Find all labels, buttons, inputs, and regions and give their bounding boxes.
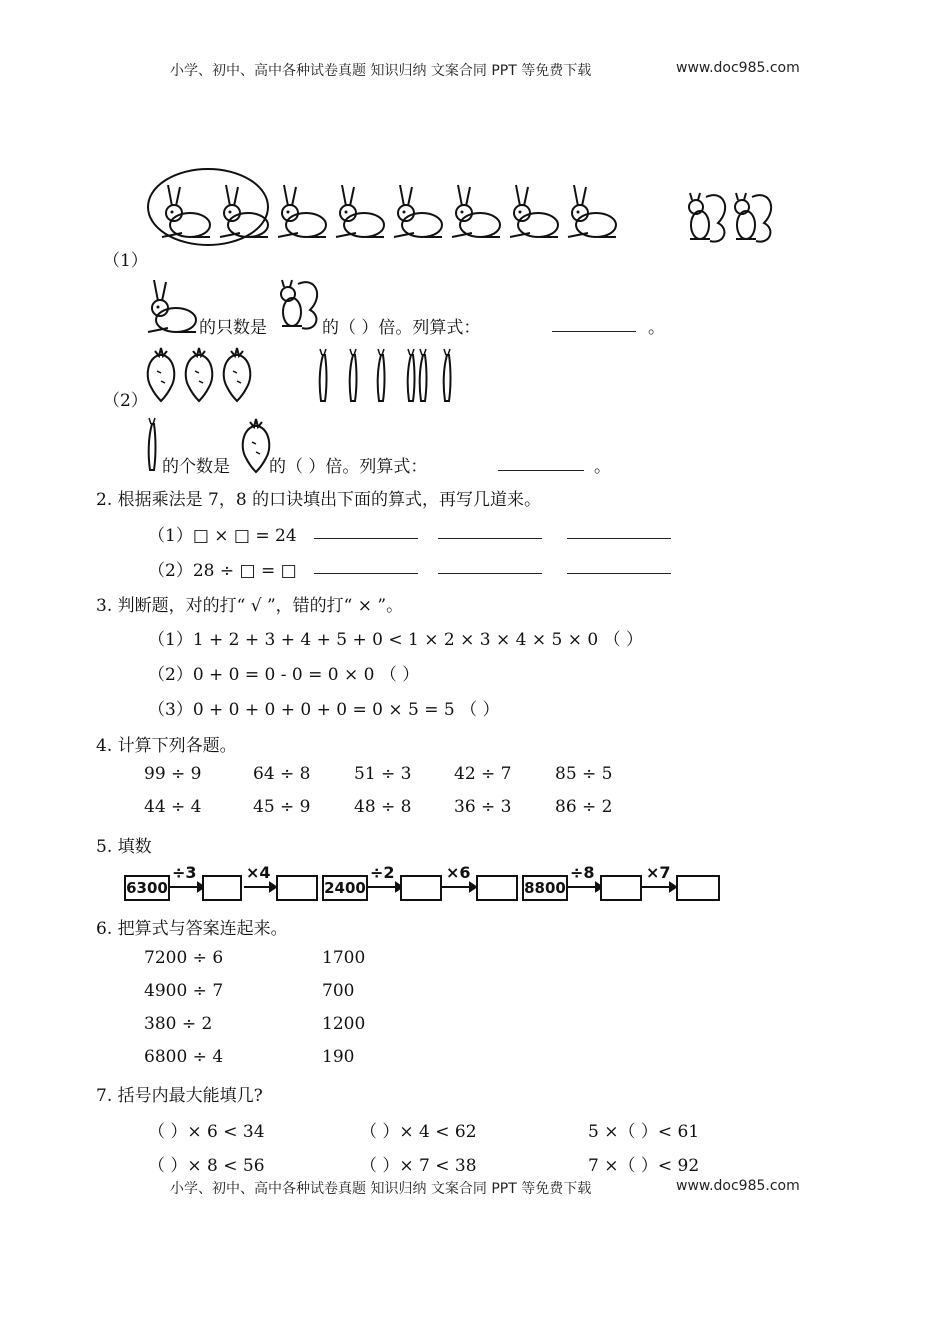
- q7-item: （ ）× 7 < 38: [360, 1156, 477, 1176]
- q2-row1-blank-3[interactable]: [567, 538, 671, 539]
- q2-row2-blank-2[interactable]: [438, 573, 542, 574]
- q1-part1-text-a: 的只数是: [199, 318, 267, 338]
- q7-item: （ ）× 4 < 62: [360, 1122, 477, 1142]
- q1-part1-text-b: 的（ ）倍。列算式：: [322, 318, 481, 338]
- q4-expr: 48 ÷ 8: [354, 797, 412, 817]
- q4-expr: 44 ÷ 4: [144, 797, 202, 817]
- radish-icon: [240, 418, 272, 474]
- q6-answer[interactable]: 1700: [322, 948, 366, 968]
- q4-expr: 85 ÷ 5: [555, 764, 613, 784]
- q4-expr: 45 ÷ 9: [253, 797, 311, 817]
- q1-part2-text-b: 的（ ）倍。列算式：: [269, 457, 428, 477]
- footer-url: www.doc985.com: [676, 1178, 800, 1194]
- q1-part1-answer-line[interactable]: [552, 331, 636, 332]
- q2-row1-blank-2[interactable]: [438, 538, 542, 539]
- q1-part2-text-a: 的个数是: [162, 457, 230, 477]
- q2-row1: （1）□ × □ = 24: [148, 526, 297, 546]
- squirrel-icon: [276, 276, 326, 334]
- q2-row2-blank-3[interactable]: [567, 573, 671, 574]
- q6-answer[interactable]: 700: [322, 981, 355, 1001]
- q4-title: 4. 计算下列各题。: [96, 736, 237, 756]
- q5-answer-box[interactable]: [202, 875, 242, 901]
- rabbit-squirrel-illustration: [140, 165, 780, 255]
- carrot-icon: [146, 418, 160, 472]
- q5-start-number: 2400: [322, 875, 368, 901]
- q6-expression[interactable]: 380 ÷ 2: [144, 1014, 213, 1034]
- q1-part2-label: （2）: [103, 391, 148, 411]
- q7-item: （ ）× 8 < 56: [148, 1156, 265, 1176]
- q1-part1-end: 。: [648, 318, 665, 338]
- q4-expr: 99 ÷ 9: [144, 764, 202, 784]
- radish-carrot-illustration: [145, 345, 465, 405]
- q3-item-1: （1）1 + 2 + 3 + 4 + 5 + 0 < 1 × 2 × 3 × 4 × 5 × 0 （ ）: [148, 630, 643, 650]
- q5-operator: ÷2: [370, 863, 395, 882]
- q7-title: 7. 括号内最大能填几?: [96, 1086, 263, 1106]
- q6-expression[interactable]: 7200 ÷ 6: [144, 948, 224, 968]
- q7-item: 5 ×（ ）< 61: [588, 1122, 700, 1142]
- q5-answer-box[interactable]: [600, 875, 642, 901]
- q5-operator: ÷3: [172, 863, 197, 882]
- q1-part1-label: （1）: [103, 251, 148, 271]
- q5-operator: ÷8: [570, 863, 595, 882]
- q7-item: 7 ×（ ）< 92: [588, 1156, 700, 1176]
- q5-answer-box[interactable]: [476, 875, 518, 901]
- q3-item-3: （3）0 + 0 + 0 + 0 + 0 = 0 × 5 = 5 （ ）: [148, 700, 500, 720]
- q6-answer[interactable]: 1200: [322, 1014, 366, 1034]
- q7-item: （ ）× 6 < 34: [148, 1122, 265, 1142]
- header-text: 小学、初中、高中各种试卷真题 知识归纳 文案合同 PPT 等免费下载: [170, 63, 592, 79]
- q5-answer-box[interactable]: [400, 875, 442, 901]
- q2-row2: （2）28 ÷ □ = □: [148, 561, 297, 581]
- q6-title: 6. 把算式与答案连起来。: [96, 919, 288, 939]
- rabbit-icon: [148, 278, 200, 336]
- q4-expr: 64 ÷ 8: [253, 764, 311, 784]
- q5-start-number: 6300: [124, 875, 170, 901]
- q5-title: 5. 填数: [96, 837, 152, 857]
- q3-title: 3. 判断题，对的打“ √ ”，错的打“ × ”。: [96, 596, 404, 616]
- q6-expression[interactable]: 4900 ÷ 7: [144, 981, 224, 1001]
- q5-answer-box[interactable]: [676, 875, 720, 901]
- q5-answer-box[interactable]: [276, 875, 318, 901]
- q5-operator: ×4: [246, 863, 271, 882]
- circle-around-rabbits: [148, 169, 268, 245]
- q5-operator: ×7: [646, 863, 671, 882]
- q4-expr: 42 ÷ 7: [454, 764, 512, 784]
- q5-start-number: 8800: [522, 875, 568, 901]
- q3-item-2: （2）0 + 0 = 0 - 0 = 0 × 0 （ ）: [148, 665, 420, 685]
- q4-expr: 51 ÷ 3: [354, 764, 412, 784]
- q6-answer[interactable]: 190: [322, 1047, 355, 1067]
- q1-part2-end: 。: [594, 457, 611, 477]
- q1-part2-answer-line[interactable]: [498, 470, 584, 471]
- q6-expression[interactable]: 6800 ÷ 4: [144, 1047, 224, 1067]
- q2-title: 2. 根据乘法是 7，8 的口诀填出下面的算式，再写几道来。: [96, 490, 542, 510]
- q2-row2-blank-1[interactable]: [314, 573, 418, 574]
- q2-row1-blank-1[interactable]: [314, 538, 418, 539]
- q4-expr: 36 ÷ 3: [454, 797, 512, 817]
- footer-text: 小学、初中、高中各种试卷真题 知识归纳 文案合同 PPT 等免费下载: [170, 1181, 592, 1197]
- q5-operator: ×6: [446, 863, 471, 882]
- q4-expr: 86 ÷ 2: [555, 797, 613, 817]
- header-url: www.doc985.com: [676, 60, 800, 76]
